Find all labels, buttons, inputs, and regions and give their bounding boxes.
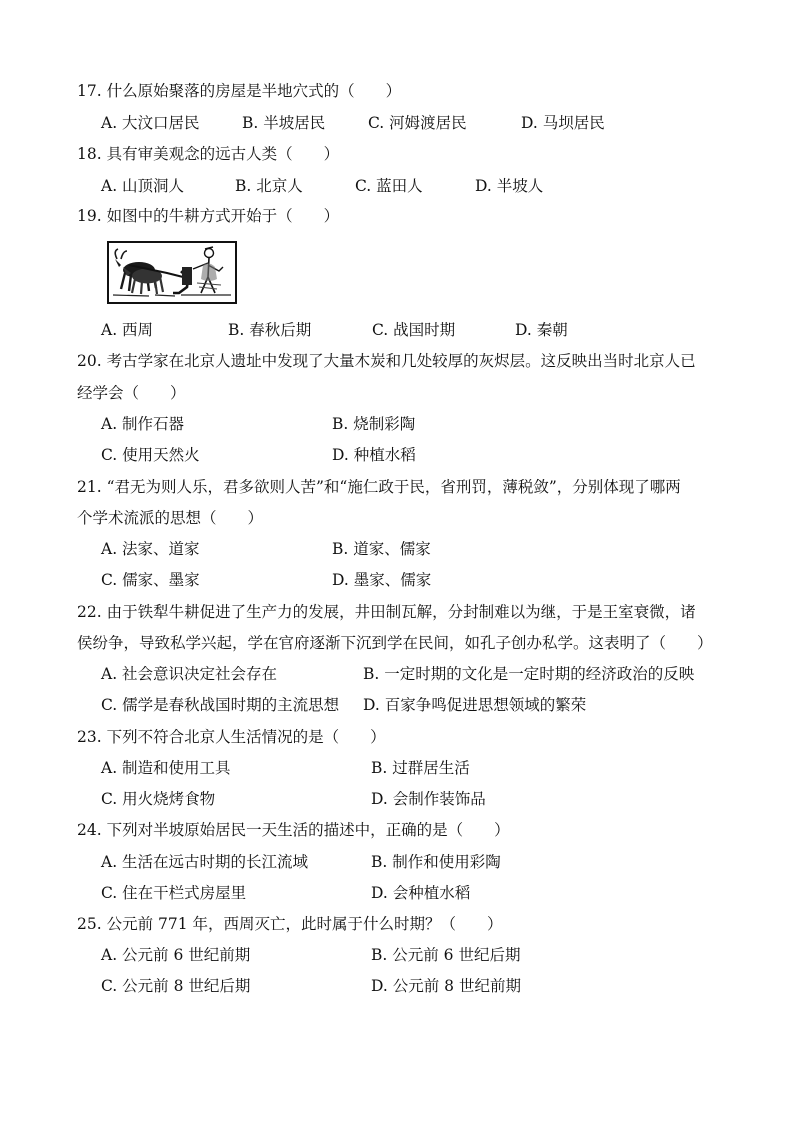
q18-option-a: A. 山顶洞人 [101,177,185,195]
question-24-stem: 24. 下列对半坡原始居民一天生活的描述中，正确的是（ ） [77,821,510,839]
question-22-stem-line2: 侯纷争，导致私学兴起，学在官府逐渐下沉到学在民间，如孔子创办私学。这表明了（ ） [77,634,713,652]
question-25-stem: 25. 公元前 771 年，西周灭亡，此时属于什么时期？（ ） [77,915,503,933]
q23-option-c: C. 用火烧烤食物 [101,790,216,808]
ox-plough-drawing [109,243,235,302]
q17-option-b: B. 半坡居民 [242,114,326,132]
q19-option-b: B. 春秋后期 [228,321,312,339]
q19-option-a: A. 西周 [101,321,154,339]
q21-option-d: D. 墨家、儒家 [332,571,432,589]
ox-plough-illustration [107,241,237,304]
q20-option-d: D. 种植水稻 [332,446,416,464]
q17-option-c: C. 河姆渡居民 [368,114,467,132]
q19-option-d: D. 秦朝 [515,321,568,339]
q23-option-d: D. 会制作装饰品 [371,790,486,808]
q17-option-d: D. 马坝居民 [521,114,605,132]
q17-option-a: A. 大汶口居民 [101,114,200,132]
question-21-stem-line1: 21. “君无为则人乐，君多欲则人苦”和“施仁政于民，省刑罚，薄税敛”，分别体现了哪两 [77,478,681,496]
question-20-stem-line2: 经学会（ ） [77,384,186,402]
q22-option-d: D. 百家争鸣促进思想领域的繁荣 [363,696,587,714]
question-21-stem-line2: 个学术流派的思想（ ） [77,509,264,527]
question-19-stem: 19. 如图中的牛耕方式开始于（ ） [77,207,340,225]
q25-option-b: B. 公元前 6 世纪后期 [371,946,521,964]
q21-option-c: C. 儒家、墨家 [101,571,200,589]
q24-option-d: D. 会种植水稻 [371,884,471,902]
q24-option-b: B. 制作和使用彩陶 [371,853,501,871]
q20-option-b: B. 烧制彩陶 [332,415,416,433]
q18-option-d: D. 半坡人 [475,177,544,195]
question-17-stem: 17. 什么原始聚落的房屋是半地穴式的（ ） [77,82,402,100]
q24-option-a: A. 生活在远古时期的长江流域 [101,853,309,871]
q23-option-b: B. 过群居生活 [371,759,470,777]
q25-option-c: C. 公元前 8 世纪后期 [101,977,251,995]
question-18-stem: 18. 具有审美观念的远古人类（ ） [77,145,340,163]
q25-option-d: D. 公元前 8 世纪前期 [371,977,521,995]
question-22-stem-line1: 22. 由于铁犁牛耕促进了生产力的发展，井田制瓦解，分封制难以为继，于是王室衰微，诸 [77,603,696,621]
q22-option-b: B. 一定时期的文化是一定时期的经济政治的反映 [363,665,695,683]
q24-option-c: C. 住在干栏式房屋里 [101,884,247,902]
q21-option-a: A. 法家、道家 [101,540,200,558]
question-23-stem: 23. 下列不符合北京人生活情况的是（ ） [77,728,386,746]
q20-option-a: A. 制作石器 [101,415,185,433]
q22-option-c: C. 儒学是春秋战国时期的主流思想 [101,696,340,714]
q18-option-c: C. 蓝田人 [355,177,423,195]
q25-option-a: A. 公元前 6 世纪前期 [101,946,251,964]
q18-option-b: B. 北京人 [235,177,303,195]
q23-option-a: A. 制造和使用工具 [101,759,231,777]
q19-option-c: C. 战国时期 [372,321,456,339]
q21-option-b: B. 道家、儒家 [332,540,431,558]
q22-option-a: A. 社会意识决定社会存在 [101,665,278,683]
question-20-stem-line1: 20. 考古学家在北京人遗址中发现了大量木炭和几处较厚的灰烬层。这反映出当时北京人已 [77,352,696,370]
q20-option-c: C. 使用天然火 [101,446,200,464]
